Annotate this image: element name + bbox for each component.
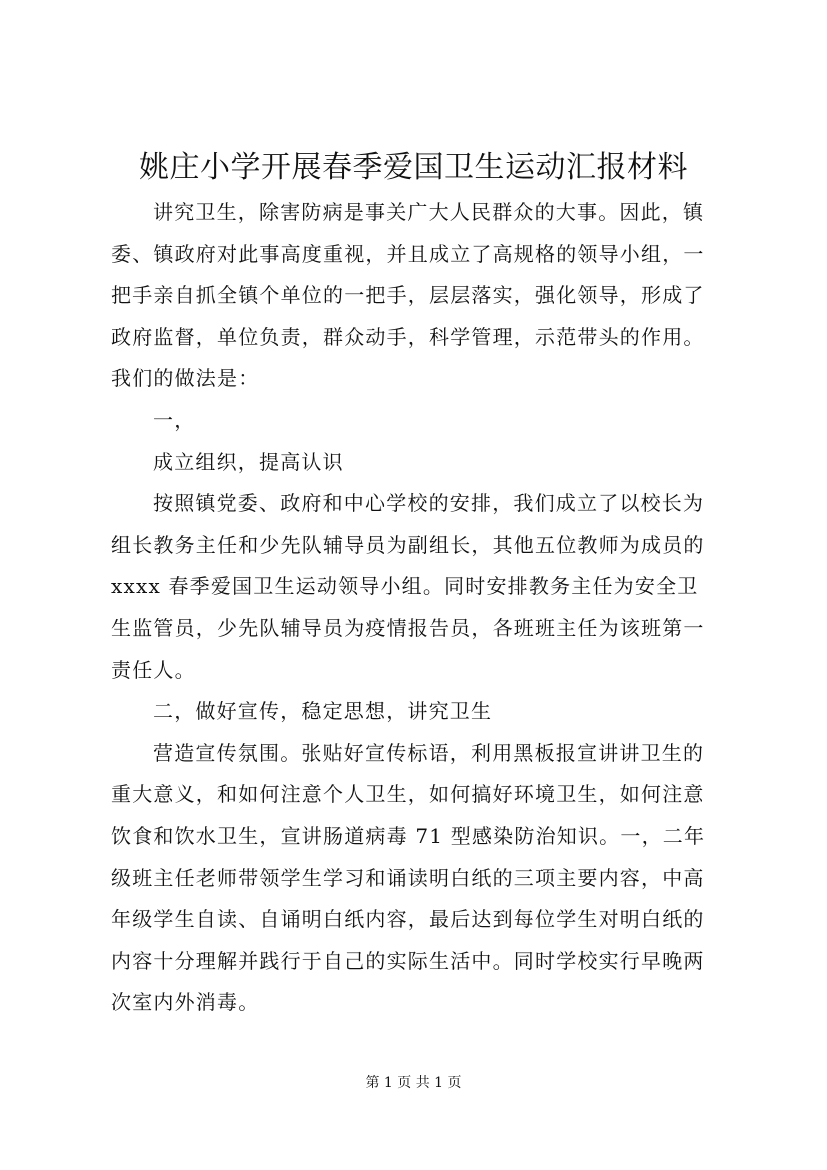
- body-line: 按照镇党委、政府和中心学校的安排，我们成立了以校长为: [153, 491, 705, 516]
- body-line: 我们的做法是：: [111, 366, 260, 391]
- page-number-footer: 第 1 页 共 1 页: [365, 1075, 462, 1091]
- body-line: 责任人。: [111, 657, 196, 682]
- body-line: 营造宣传氛围。张贴好宣传标语，利用黑板报宣讲讲卫生的: [153, 740, 705, 765]
- body-line: 内容十分理解并践行于自己的实际生活中。同时学校实行早晚两: [111, 948, 705, 973]
- body-line: 次室内外消毒。: [111, 990, 260, 1015]
- body-line: 讲究卫生，除害防病是事关广大人民群众的大事。因此，镇: [153, 200, 705, 224]
- section-number: 一，: [153, 407, 196, 432]
- body-line: 政府监督，单位负责，群众动手，科学管理，示范带头的作用。: [111, 324, 705, 349]
- body-line: 组长教务主任和少先队辅导员为副组长，其他五位教师为成员的: [111, 532, 705, 557]
- body-line: 生监管员，少先队辅导员为疫情报告员，各班班主任为该班第一: [111, 615, 705, 640]
- section-heading: 二，做好宣传，稳定思想，讲究卫生: [153, 699, 493, 724]
- document-title: 姚庄小学开展春季爱国卫生运动汇报材料: [139, 150, 688, 185]
- section-heading: 成立组织，提高认识: [153, 449, 344, 474]
- body-line: 委、镇政府对此事高度重视，并且成立了高规格的领导小组，一: [111, 241, 705, 266]
- body-line: 级班主任老师带领学生学习和诵读明白纸的三项主要内容，中高: [111, 865, 705, 890]
- document-body: [111, 192, 741, 1024]
- body-line: 把手亲自抓全镇个单位的一把手，层层落实，强化领导，形成了: [111, 283, 705, 308]
- body-line: 饮食和饮水卫生，宣讲肠道病毒 71 型感染防治知识。一，二年: [111, 823, 706, 848]
- body-line: 重大意义，和如何注意个人卫生，如何搞好环境卫生，如何注意: [111, 782, 705, 807]
- body-line: xxxx 春季爱国卫生运动领导小组。同时安排教务主任为安全卫: [111, 574, 699, 599]
- body-line: 年级学生自读、自诵明白纸内容，最后达到每位学生对明白纸的: [111, 907, 705, 932]
